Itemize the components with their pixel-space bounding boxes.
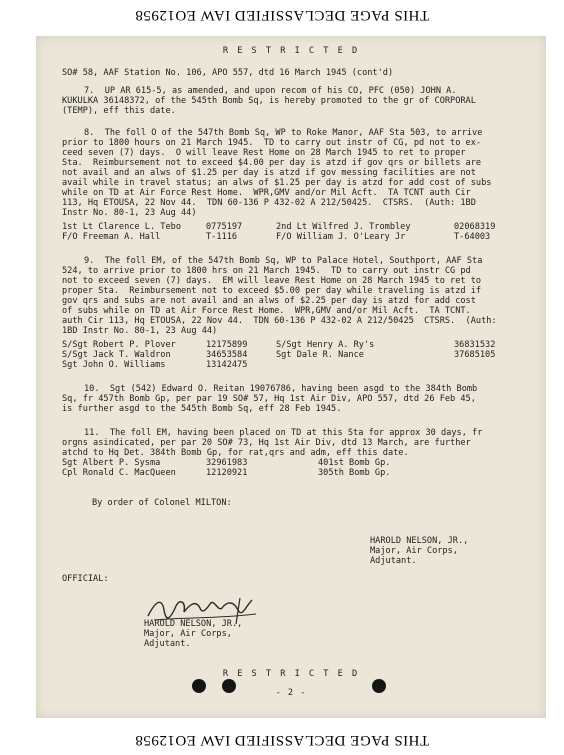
para8-line: prior to 1800 hours on 21 March 1945. TD to carry out instr of CG, pd not to ex- — [62, 138, 482, 148]
para10-line: 10. Sgt (542) Edward O. Reitan 19076786, having been asgd to the 384th Bomb — [84, 384, 478, 394]
roster-serial: 37685105 — [454, 350, 496, 360]
para7-line: 7. UP AR 615-5, as amended, and upon recom of his CO, PFC (050) JOHN A. — [84, 86, 457, 96]
para11-line: atchd to Hq Det. 384th Bomb Gp, for rat,qrs and adm, eff this date. — [62, 448, 409, 458]
signer-left-rank: Major, Air Corps, — [144, 629, 232, 639]
roster-name: Sgt Albert P. Sysma — [62, 458, 161, 468]
signer-left-name: HAROLD NELSON, JR., — [144, 619, 243, 629]
para11-line: 11. The foll EM, having been placed on TD at this Sta for approx 30 days, fr — [84, 428, 483, 438]
roster-serial: 32961983 — [206, 458, 248, 468]
roster-name: S/Sgt Robert P. Plover — [62, 340, 176, 350]
para9-line: of subs while on TD at Air Force Rest Home. WPR,GMV and/or Mil Acft. TA TCNT. — [62, 306, 471, 316]
roster-serial: T-64003 — [454, 232, 491, 242]
signer-right-name: HAROLD NELSON, JR., — [370, 536, 469, 546]
roster-serial: 02068319 — [454, 222, 496, 232]
para7-line: (TEMP), eff this date. — [62, 106, 176, 116]
roster-serial: 12120921 — [206, 468, 248, 478]
para9-line: 1BD Instr No. 80-1, 23 Aug 44) — [62, 326, 218, 336]
para8-line: Instr No. 80-1, 23 Aug 44) — [62, 208, 197, 218]
roster-unit: 305th Bomb Gp. — [318, 468, 391, 478]
roster-serial: 34653584 — [206, 350, 248, 360]
order-line: By order of Colonel MILTON: — [92, 498, 232, 508]
declassified-banner-bottom: THIS PAGE DECLASSIFIED IAW EO12958 — [134, 732, 430, 748]
classification-footer: R E S T R I C T E D — [222, 669, 360, 679]
para8-line: 113, Hq ETOUSA, 22 Nov 44. TDN 60-136 P 432-02 A 212/50425. CTSRS. (Auth: 1BD — [62, 198, 476, 208]
declassified-banner-top: THIS PAGE DECLASSIFIED IAW EO12958 — [134, 7, 430, 23]
roster-name: Sgt Dale R. Nance — [276, 350, 364, 360]
para9-line: auth Cir 113, Hq ETOUSA, 22 Nov 44. TDN 60-136 P 432-02 A 212/50425 CTSRS. (Auth: — [62, 316, 497, 326]
para11-line: orgns asindicated, per par 20 SO# 73, Hq 1st Air Div, dtd 13 March, are further — [62, 438, 471, 448]
para10-line: Sq, fr 457th Bomb Gp, per par 19 SO# 57, Hq 1st Air Div, APO 557, dtd 26 Feb 45, — [62, 394, 476, 404]
para8-line: ceed seven (7) days. O will leave Rest Home on 28 March 1945 to ret to proper — [62, 148, 466, 158]
roster-name: 2nd Lt Wilfred J. Trombley — [276, 222, 411, 232]
para9-line: gov qrs and subs are not avail and an alws of $2.25 per day is atzd for add cost — [62, 296, 476, 306]
para8-line: not avail and an alws of $1.25 per day is atzd if gov messing facilities are not — [62, 168, 476, 178]
para8-line: avail while in travel status; an alws of $1.25 per day is atzd for add cost of subs — [62, 178, 492, 188]
para7-line: KUKULKA 36148372, of the 545th Bomb Sq, is hereby promoted to the gr of CORPORAL — [62, 96, 476, 106]
para9-line: proper Sta. Reimbursement not to exceed $5.00 per day while traveling is atzd if — [62, 286, 482, 296]
page-number: - 2 - — [275, 688, 307, 698]
para10-line: is further asgd to the 545th Bomb Sq, eff 28 Feb 1945. — [62, 404, 342, 414]
roster-name: 1st Lt Clarence L. Tebo — [62, 222, 181, 232]
order-header-line: SO# 58, AAF Station No. 106, APO 557, dtd 16 March 1945 (cont'd) — [62, 68, 394, 78]
roster-name: Cpl Ronald C. MacQueen — [62, 468, 176, 478]
document-page — [36, 36, 546, 718]
roster-name: S/Sgt Henry A. Ry's — [276, 340, 375, 350]
roster-serial: 0775197 — [206, 222, 243, 232]
roster-name: F/O William J. O'Leary Jr — [276, 232, 406, 242]
para9-line: 9. The foll EM, of the 547th Bomb Sq, WP to Palace Hotel, Southport, AAF Sta — [84, 256, 483, 266]
roster-name: Sgt John O. Williams — [62, 360, 166, 370]
para8-line: 8. The foll O of the 547th Bomb Sq, WP to Roke Manor, AAF Sta 503, to arrive — [84, 128, 483, 138]
roster-unit: 401st Bomb Gp. — [318, 458, 391, 468]
roster-serial: 36831532 — [454, 340, 496, 350]
roster-serial: T-1116 — [206, 232, 238, 242]
roster-name: F/O Freeman A. Hall — [62, 232, 161, 242]
roster-serial: 12175899 — [206, 340, 248, 350]
signer-right-rank: Major, Air Corps, — [370, 546, 458, 556]
official-label: OFFICIAL: — [62, 574, 109, 584]
para8-line: while on TD at Air Force Rest Home. WPR,GMV and/or Mil Acft. TA TCNT auth Cir — [62, 188, 471, 198]
signer-right-title: Adjutant. — [370, 556, 417, 566]
roster-name: S/Sgt Jack T. Waldron — [62, 350, 171, 360]
classification-header: R E S T R I C T E D — [222, 46, 360, 56]
signer-left-title: Adjutant. — [144, 639, 191, 649]
roster-serial: 13142475 — [206, 360, 248, 370]
para9-line: 524, to arrive prior to 1800 hrs on 21 March 1945. TD to carry out instr CG pd — [62, 266, 471, 276]
para8-line: Sta. Reimbursement not to exceed $4.00 per day is atzd if gov qrs or billets are — [62, 158, 482, 168]
para9-line: not to exceed seven (7) days. EM will leave Rest Home on 28 March 1945 to ret to — [62, 276, 482, 286]
